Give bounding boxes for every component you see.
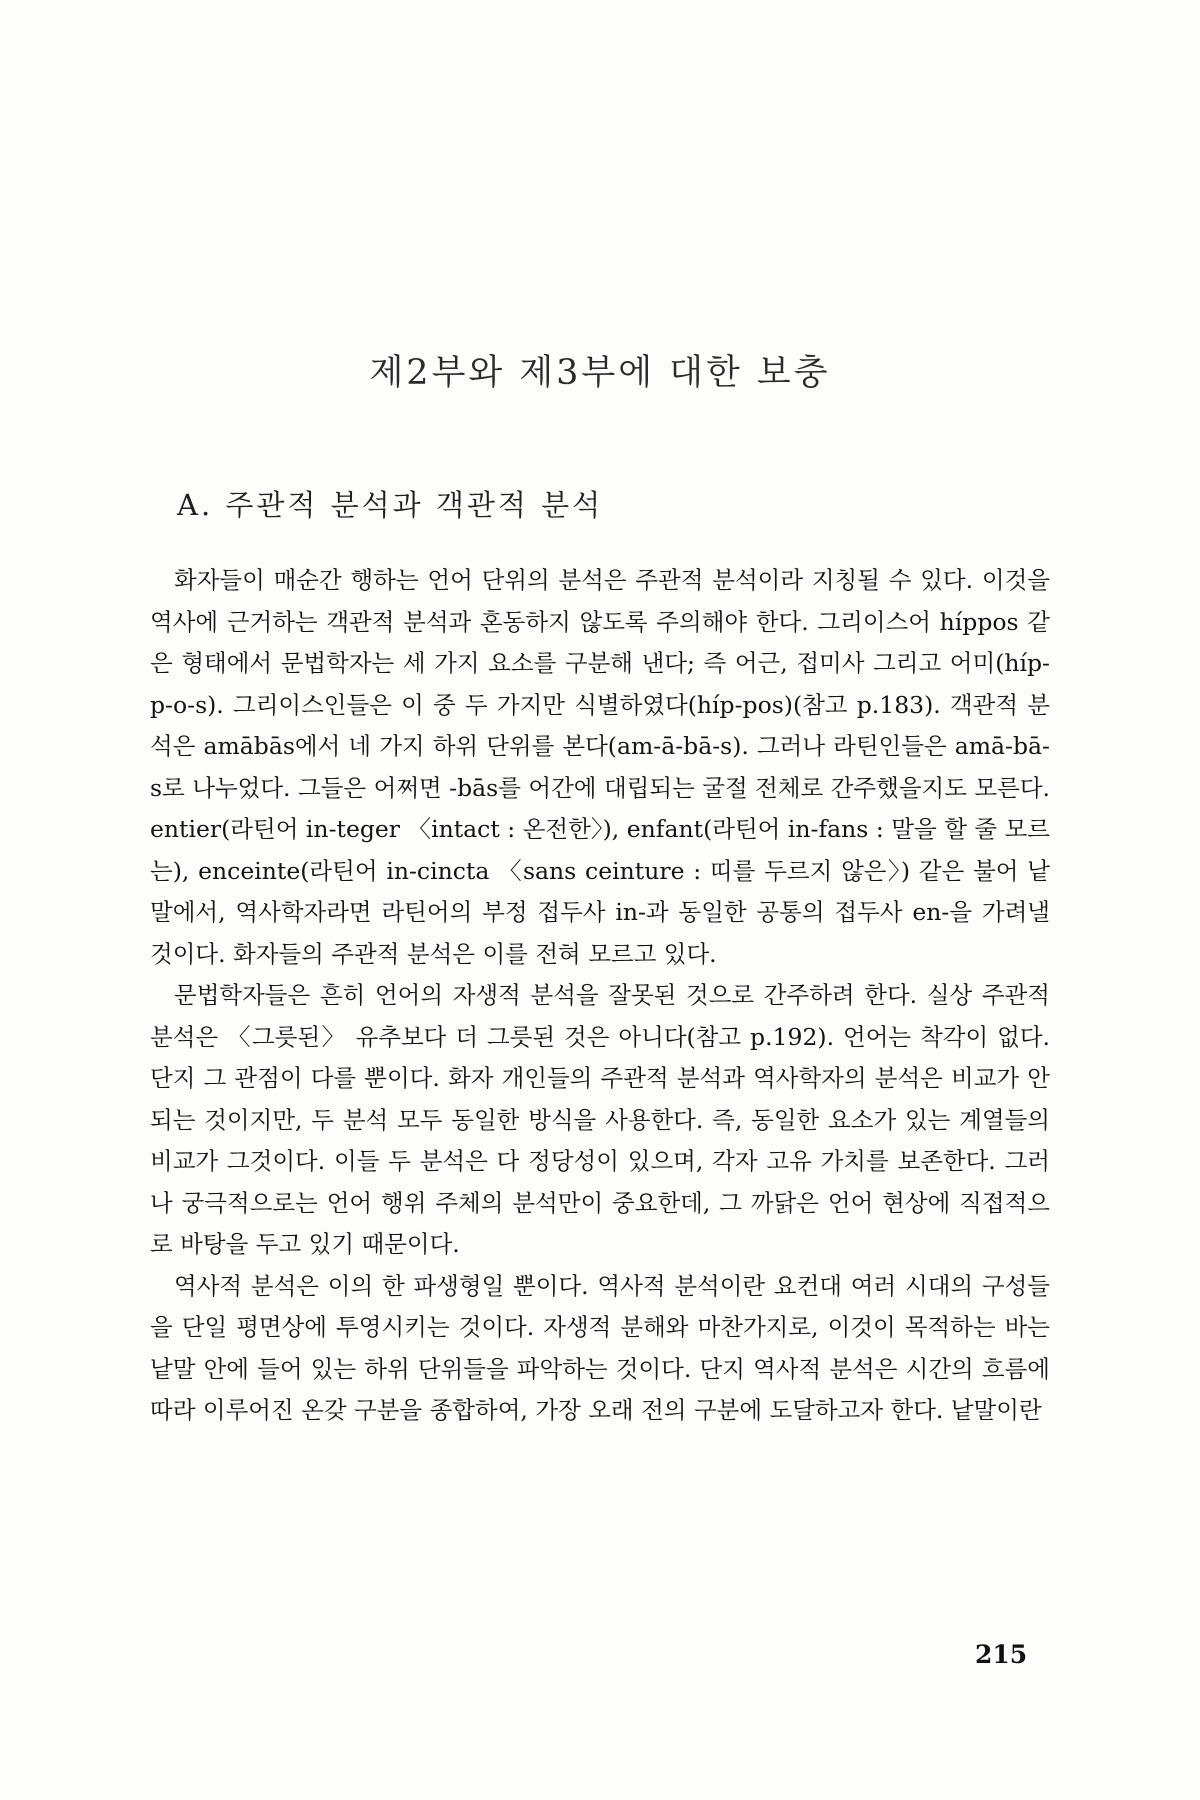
paragraph-1: 화자들이 매순간 행하는 언어 단위의 분석은 주관적 분석이라 지칭될 수 있다. 이것을 역사에 근거하는 객관적 분석과 혼동하지 않도록 주의해야 한다. 그리이스어 híppos 같은 형태에서 문법학자는 세 가지 요소를 구분해 낸다; 즉 어근, 접미사 그리고 어미(híp-p-o-s). 그리이스인들은 이 중 두 가지만 식별하였다(híp-pos)(참고 p.183). 객관적 분석은 amābās에서 네 가지 하위 단위를 본다(am-ā-bā-s). 그러나 라틴인들은 amā-bā-s로 나누었다. 그들은 어쩌면 -bās를 어간에 대립되는 굴절 전체로 간주했을지도 모른다. entier(라틴어 in-teger 〈intact : 온전한〉), enfant(라틴어 in-fans : 말을 할 줄 모르는), enceinte(라틴어 in-cincta 〈sans ceinture : 띠를 두르지 않은〉) 같은 불어 낱말에서, 역사학자라면 라틴어의 부정 접두사 in-과 동일한 공통의 접두사 en-을 가려낼 것이다. 화자들의 주관적 분석은 이를 전혀 모르고 있다. — [150, 566, 1050, 968]
chapter-title: 제2부와 제3부에 대한 보충 — [369, 353, 831, 394]
section-heading: A. 주관적 분석과 객관적 분석 — [177, 488, 604, 522]
paragraph-2: 문법학자들은 흔히 언어의 자생적 분석을 잘못된 것으로 간주하려 한다. 실상 주관적 분석은 〈그릇된〉 유추보다 더 그릇된 것은 아니다(참고 p.192). 언어는 착각이 없다. 단지 그 관점이 다를 뿐이다. 화자 개인들의 주관적 분석과 역사학자의 분석은 비교가 안되는 것이지만, 두 분석 모두 동일한 방식을 사용한다. 즉, 동일한 요소가 있는 계열들의 비교가 그것이다. 이들 두 분석은 다 정당성이 있으며, 각자 고유 가치를 보존한다. 그러나 궁극적으로는 언어 행위 주체의 분석만이 중요한데, 그 까닭은 언어 현상에 직접적으로 바탕을 두고 있기 때문이다. — [150, 981, 1050, 1258]
body-text — [150, 560, 1050, 1432]
paragraph-3: 역사적 분석은 이의 한 파생형일 뿐이다. 역사적 분석이란 요컨대 여러 시대의 구성들을 단일 평면상에 투영시키는 것이다. 자생적 분해와 마찬가지로, 이것이 목적하는 바는 낱말 안에 들어 있는 하위 단위들을 파악하는 것이다. 단지 역사적 분석은 시간의 흐름에 따라 이루어진 온갖 구분을 종합하여, 가장 오래 전의 구분에 도달하고자 한다. 낱말이란 — [150, 1271, 1050, 1424]
page-number: 215 — [975, 1640, 1028, 1669]
